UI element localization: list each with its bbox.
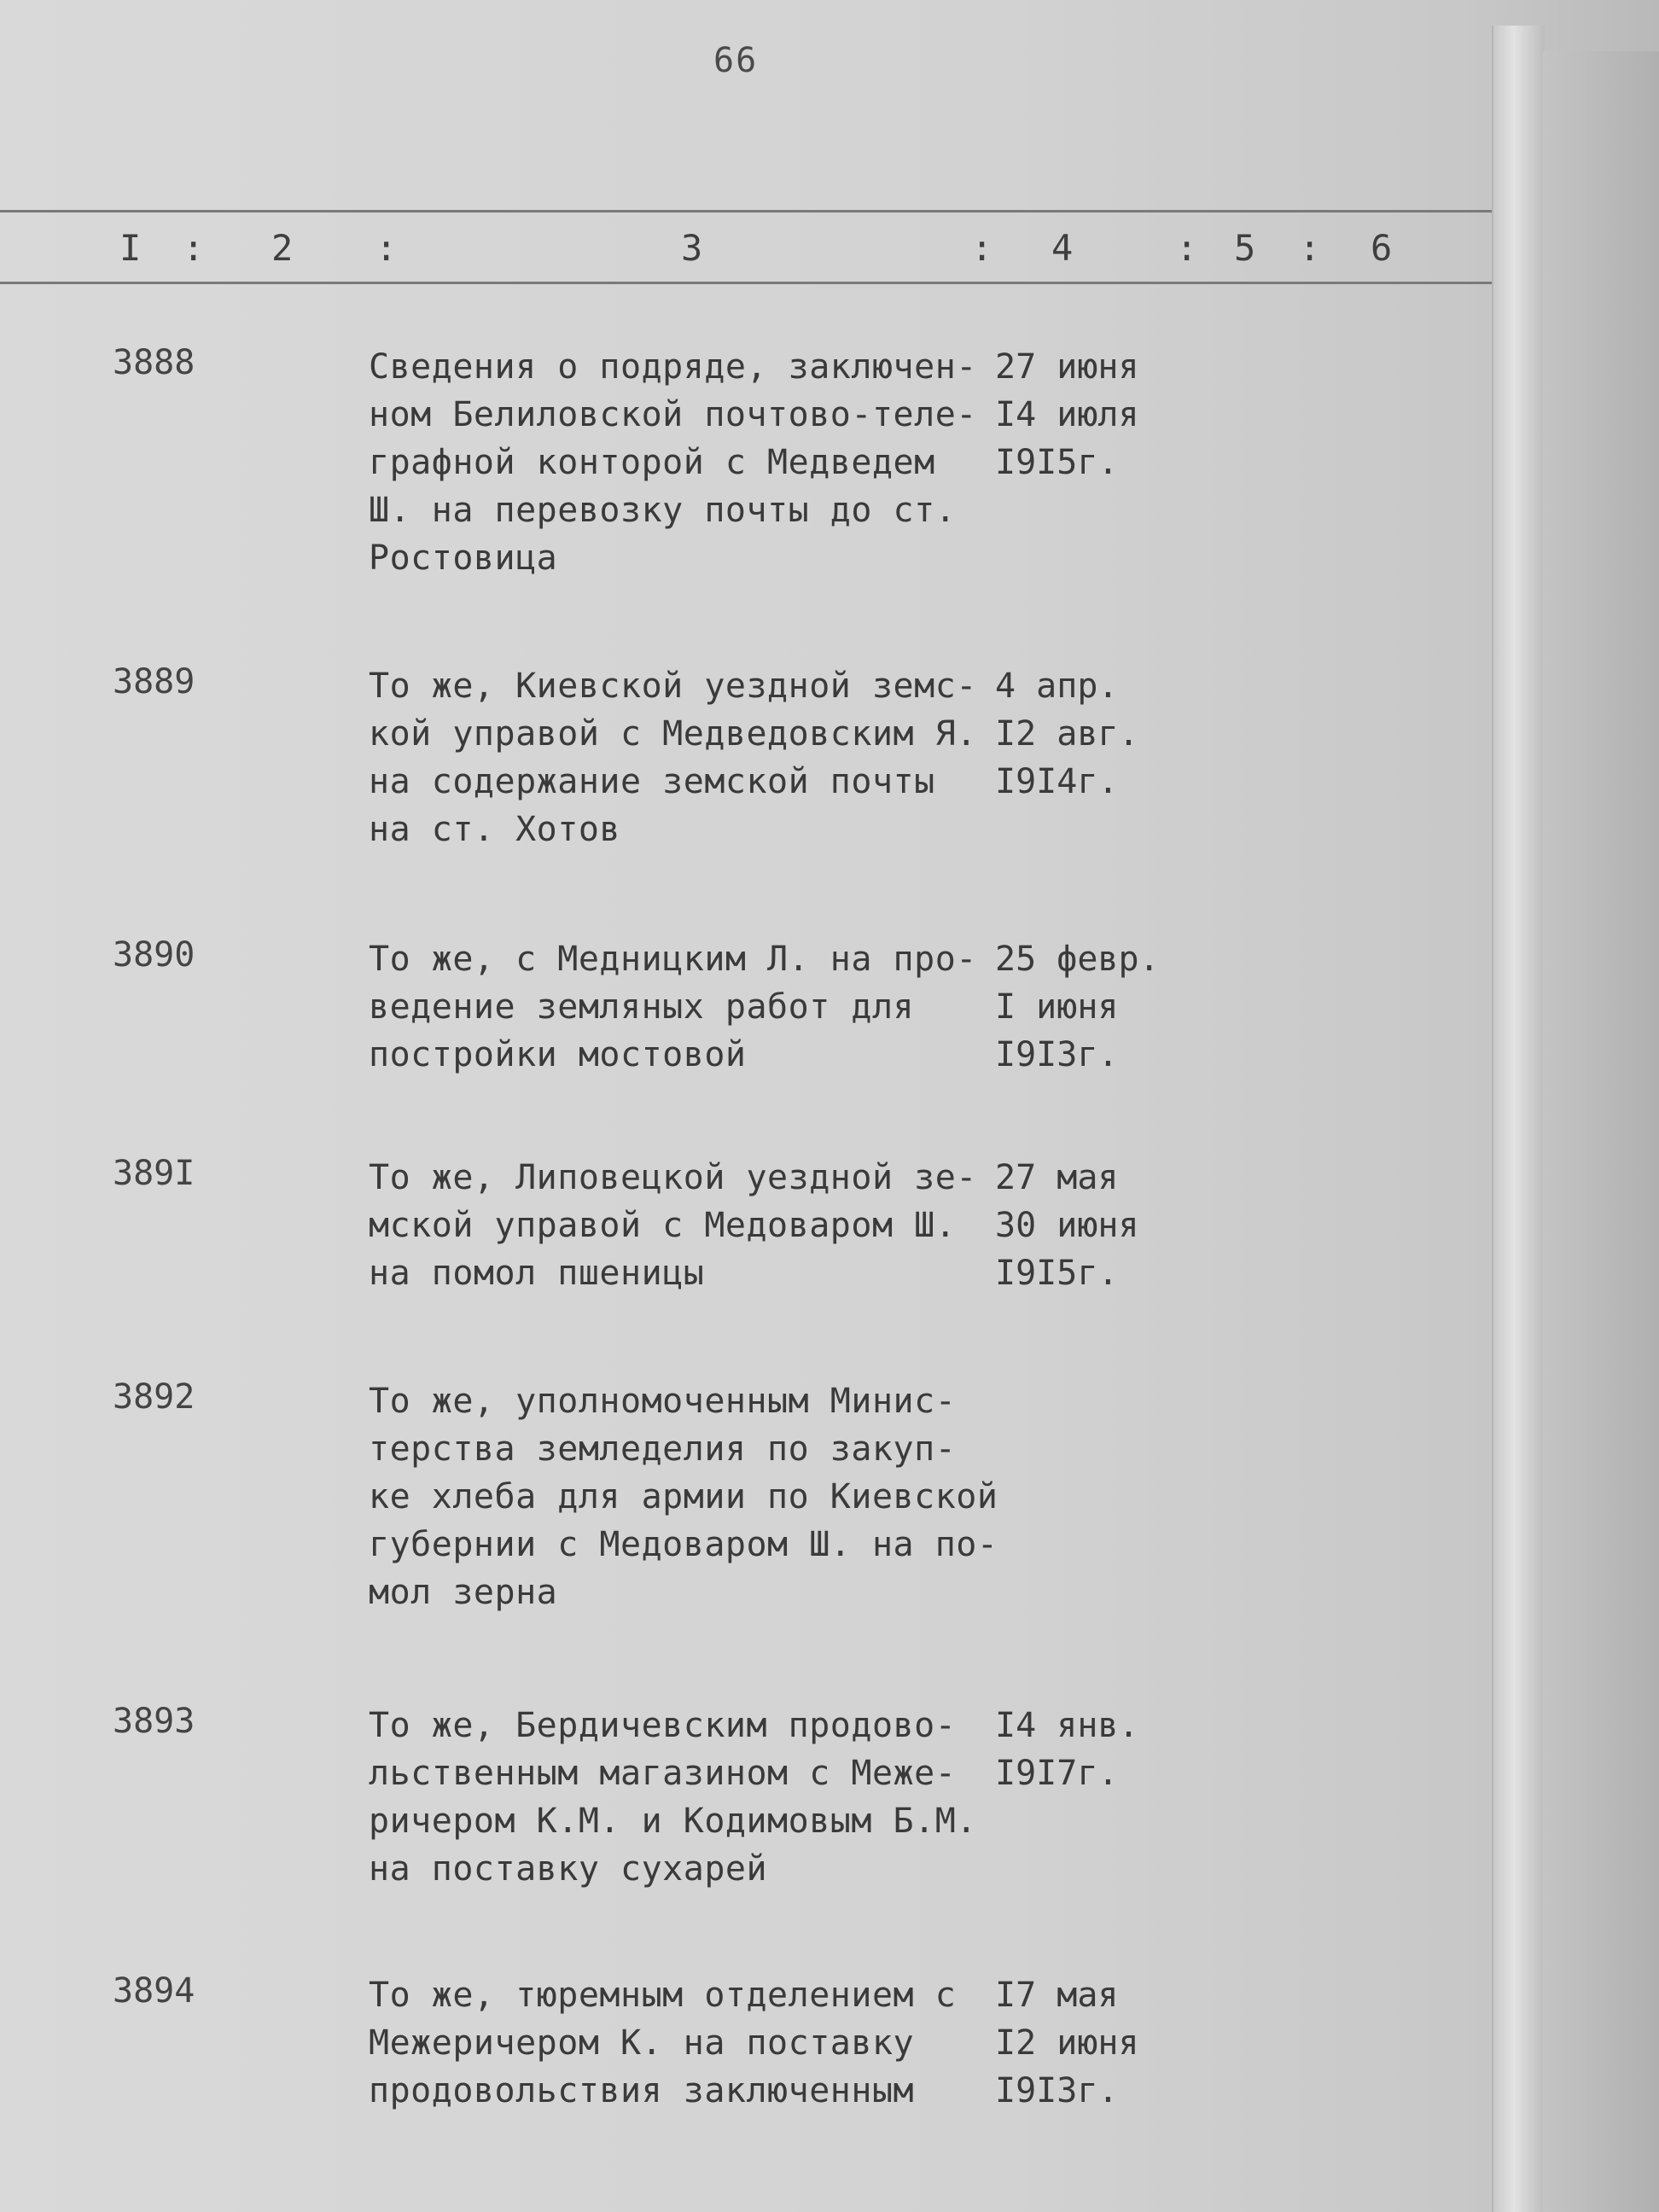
record-number: 3893	[113, 1702, 195, 1741]
column-header-3: 3	[681, 227, 703, 269]
record-number: 389I	[113, 1154, 195, 1193]
header-rule-top	[0, 210, 1492, 212]
record-title: То же, с Медницким Л. на про- ведение земляных работ для постройки мостовой	[369, 940, 977, 1074]
column-separator: :	[1299, 227, 1321, 269]
record-dates: I7 мая I2 июня I9I3г.	[995, 1976, 1139, 2110]
record-number: 3890	[113, 935, 195, 975]
record-title: То же, Липовецкой уездной зе- мской управой с Медоваром Ш. на помол пшеницы	[369, 1158, 977, 1293]
record-dates: I4 янв. I9I7г.	[995, 1706, 1139, 1793]
column-header-1: I	[119, 227, 142, 269]
column-separator: :	[183, 227, 205, 269]
header-rule-bottom	[0, 282, 1492, 284]
column-header-6: 6	[1371, 227, 1393, 269]
column-header-5: 5	[1234, 227, 1256, 269]
record-title: То же, уполномоченным Минис- терства земледелия по закуп- ке хлеба для армии по Киевской губернии с Медоваром Ш. на по- мол зерна	[369, 1382, 998, 1612]
record-dates: 27 мая 30 июня I9I5г.	[995, 1158, 1139, 1293]
record-dates: 25 февр. I июня I9I3г.	[995, 940, 1160, 1074]
column-separator: :	[375, 227, 398, 269]
record-dates: 4 апр. I2 авг. I9I4г.	[995, 667, 1139, 801]
record-number: 3888	[113, 343, 195, 382]
book-edge	[1543, 51, 1659, 2212]
record-number: 3894	[113, 1971, 195, 2011]
page-edge	[1492, 26, 1545, 2212]
record-title: То же, Бердичевским продово- льственным магазином с Меже- ричером К.М. и Кодимовым Б.М. на поставку сухарей	[369, 1706, 977, 1889]
record-number: 3892	[113, 1377, 195, 1417]
record-dates: 27 июня I4 июля I9I5г.	[995, 347, 1139, 482]
record-title: То же, тюремным отделением с Межеричером К. на поставку продовольствия заключенным	[369, 1976, 957, 2110]
record-number: 3889	[113, 662, 195, 701]
column-header-2: 2	[271, 227, 294, 269]
record-title: Сведения о подряде, заключен- ном Белиловской почтово-теле- графной конторой с Медведем Ш. на перевозку почты до ст. Ростовица	[369, 347, 977, 578]
record-title: То же, Киевской уездной земс- кой управой с Медведовским Я. на содержание земской почты на ст. Хотов	[369, 667, 977, 849]
page-number: 66	[713, 41, 759, 80]
column-header-4: 4	[1051, 227, 1074, 269]
column-separator: :	[971, 227, 993, 269]
column-separator: :	[1176, 227, 1198, 269]
